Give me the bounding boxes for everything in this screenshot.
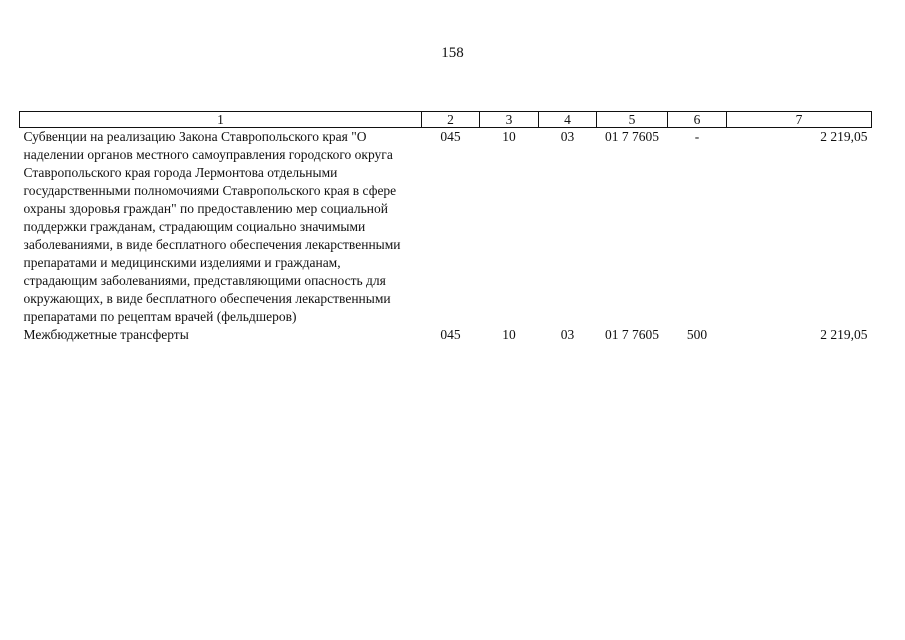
row-amount: 2 219,05 [820, 129, 868, 144]
row-description: Субвенции на реализацию Закона Ставропольского края "О наделении органов местного самоуправления городского округа Ставропольского края города Лермонтова отдельными государственными полномочиями Ставропольского края в сфере охраны здоровья граждан" по предоставлению мер социальной поддержки гражданам, страдающим социально значимыми заболеваниями, в виде бесплатного обеспечения лекарственными препаратами и медицинскими изделиями и гражданам, страдающим заболеваниями, представляющими опасность для окружающих, в виде бесплатного обеспечения лекарственными препаратами по рецептам врачей (фельдшеров) [23, 129, 401, 324]
row-section-code: 10 [502, 327, 516, 342]
header-col-5: 5 [597, 112, 668, 128]
row-target-code: 01 7 7605 [605, 129, 659, 144]
row-subsection-code: 03 [560, 129, 575, 144]
row-ministry-code: 045 [440, 327, 461, 342]
row-section-code: 10 [502, 129, 516, 144]
page-number: 158 [441, 45, 464, 61]
row-expense-type: - [694, 129, 700, 144]
row-ministry-code: 045 [440, 129, 461, 144]
row-target-code: 01 7 7605 [605, 327, 659, 342]
row-expense-type: 500 [686, 327, 708, 342]
header-col-4: 4 [539, 112, 597, 128]
table-row [20, 128, 872, 327]
header-col-3: 3 [480, 112, 539, 128]
budget-table [19, 111, 872, 344]
table-header-row [20, 112, 872, 128]
header-col-7: 7 [727, 112, 872, 128]
header-col-2: 2 [422, 112, 480, 128]
row-amount: 2 219,05 [820, 327, 868, 342]
table-row [20, 326, 872, 344]
header-col-6: 6 [668, 112, 727, 128]
row-description: Межбюджетные трансферты [23, 327, 189, 342]
header-col-1: 1 [20, 112, 422, 128]
row-subsection-code: 03 [560, 327, 575, 342]
